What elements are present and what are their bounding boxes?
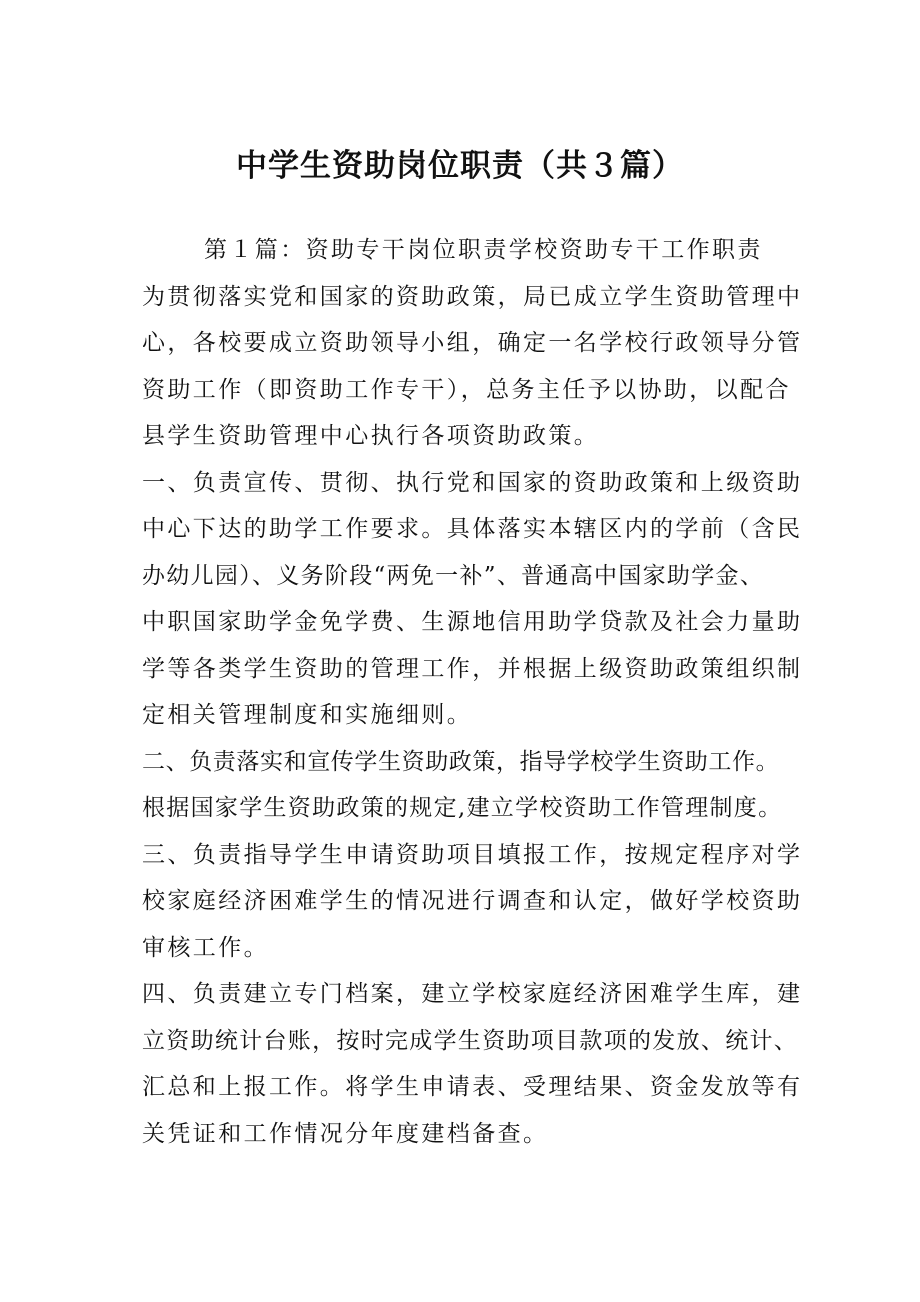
paragraph-line: 一、负责宣传、贯彻、执行党和国家的资助政策和上级资助 xyxy=(142,469,803,496)
paragraph-line: 三、负责指导学生申请资助项目填报工作，按规定程序对学 xyxy=(142,841,803,868)
paragraph-line: 立资助统计台账，按时完成学生资助项目款项的发放、统计、 xyxy=(142,1027,799,1054)
paragraph-line: 审核工作。 xyxy=(142,934,269,961)
paragraph-line: 关凭证和工作情况分年度建档备查。 xyxy=(142,1120,549,1147)
paragraph-line: 定相关管理制度和实施细则。 xyxy=(142,702,473,728)
paragraph-line: 校家庭经济困难学生的情况进行调查和认定，做好学校资助 xyxy=(142,888,803,914)
paragraph-line: 汇总和上报工作。将学生申请表、受理结果、资金发放等有 xyxy=(142,1074,803,1100)
document-title: 中学生资助岗位职责（共３篇） xyxy=(236,148,684,184)
paragraph-line: 根据国家学生资助政策的规定,建立学校资助工作管理制度。 xyxy=(142,795,783,821)
paragraph-line: 为贯彻落实党和国家的资助政策，局已成立学生资助管理中 xyxy=(142,283,803,310)
paragraph-line: 县学生资助管理中心执行各项资助政策。 xyxy=(142,423,600,449)
section-heading: 第１篇：资助专干岗位职责学校资助专干工作职责 xyxy=(204,237,763,263)
paragraph-line: 二、负责落实和宣传学生资助政策，指导学校学生资助工作。 xyxy=(142,748,780,775)
paragraph-line: 中职国家助学金免学费、生源地信用助学贷款及社会力量助 xyxy=(142,609,803,635)
paragraph-line: 办幼儿园）、义务阶段“两免一补”、普通高中国家助学金、 xyxy=(142,562,765,589)
paragraph-line: 资助工作（即资助工作专干），总务主任予以协助，以配合 xyxy=(142,376,791,403)
paragraph-line: 心，各校要成立资助领导小组，确定一名学校行政领导分管 xyxy=(142,330,803,356)
paragraph-line: 中心下达的助学工作要求。具体落实本辖区内的学前（含民 xyxy=(142,516,803,542)
paragraph-line: 学等各类学生资助的管理工作，并根据上级资助政策组织制 xyxy=(142,655,803,682)
paragraph-line: 四、负责建立专门档案，建立学校家庭经济困难学生库，建 xyxy=(142,981,803,1007)
document-body xyxy=(142,227,803,1157)
